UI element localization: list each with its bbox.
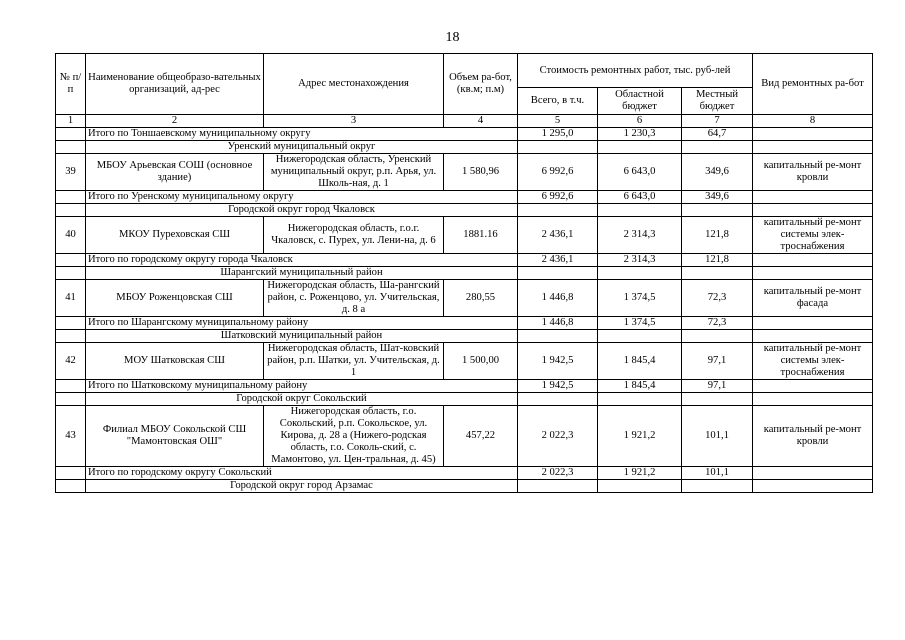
organization-address: Нижегородская область, Уренский муниципальный округ, р.п. Арья, ул. Школь-ная, д. 1 <box>264 154 444 191</box>
cost-local: 101,1 <box>682 406 753 467</box>
subtotal-row <box>56 467 873 480</box>
work-volume: 1 580,96 <box>444 154 518 191</box>
column-number: 4 <box>444 115 518 128</box>
region-label: Шарангский муниципальный район <box>86 267 518 280</box>
empty-cell <box>56 330 86 343</box>
region-label: Городской округ город Чкаловск <box>86 204 518 217</box>
cost-total: 6 992,6 <box>518 154 598 191</box>
empty-cell <box>518 393 598 406</box>
cost-local: 121,8 <box>682 217 753 254</box>
region-label: Городской округ город Арзамас <box>86 480 518 493</box>
repair-type: капитальный ре-монт системы элек-троснабжения <box>753 217 873 254</box>
empty-cell <box>518 141 598 154</box>
header-name: Наименование общеобразо-вательных организаций, ад-рес <box>86 54 264 115</box>
repair-type: капитальный ре-монт кровли <box>753 406 873 467</box>
subtotal-local: 101,1 <box>682 467 753 480</box>
region-header-row <box>56 204 873 217</box>
subtotal-regional: 1 374,5 <box>598 317 682 330</box>
subtotal-total: 2 022,3 <box>518 467 598 480</box>
organization-name: МБОУ Арьевская СОШ (основное здание) <box>86 154 264 191</box>
cost-local: 72,3 <box>682 280 753 317</box>
subtotal-row <box>56 317 873 330</box>
empty-cell <box>56 141 86 154</box>
subtotal-regional: 6 643,0 <box>598 191 682 204</box>
cost-total: 2 436,1 <box>518 217 598 254</box>
empty-cell <box>56 467 86 480</box>
empty-cell <box>753 267 873 280</box>
region-header-row <box>56 330 873 343</box>
work-volume: 1881.16 <box>444 217 518 254</box>
column-number: 7 <box>682 115 753 128</box>
subtotal-row <box>56 380 873 393</box>
empty-cell <box>56 128 86 141</box>
empty-cell <box>753 480 873 493</box>
cost-regional: 2 314,3 <box>598 217 682 254</box>
empty-cell <box>753 393 873 406</box>
work-volume: 280,55 <box>444 280 518 317</box>
row-number: 39 <box>56 154 86 191</box>
repair-type: капитальный ре-монт кровли <box>753 154 873 191</box>
empty-cell <box>56 380 86 393</box>
subtotal-total: 2 436,1 <box>518 254 598 267</box>
subtotal-label: Итого по Шарангскому муниципальному району <box>86 317 518 330</box>
empty-cell <box>682 141 753 154</box>
subtotal-total: 1 446,8 <box>518 317 598 330</box>
column-number: 6 <box>598 115 682 128</box>
empty-cell <box>598 141 682 154</box>
subtotal-regional: 1 921,2 <box>598 467 682 480</box>
organization-address: Нижегородская область, г.о.г. Чкаловск, с. Пурех, ул. Лени-на, д. 6 <box>264 217 444 254</box>
subtotal-row <box>56 191 873 204</box>
cost-regional: 6 643,0 <box>598 154 682 191</box>
cost-total: 2 022,3 <box>518 406 598 467</box>
header-local: Местный бюджет <box>682 88 753 115</box>
empty-cell <box>753 317 873 330</box>
empty-cell <box>753 141 873 154</box>
empty-cell <box>682 204 753 217</box>
empty-cell <box>598 330 682 343</box>
region-header-row <box>56 141 873 154</box>
header-no: № п/п <box>56 54 86 115</box>
subtotal-total: 1 295,0 <box>518 128 598 141</box>
table-row <box>56 217 873 254</box>
row-number: 43 <box>56 406 86 467</box>
column-number: 5 <box>518 115 598 128</box>
empty-cell <box>753 204 873 217</box>
region-label: Уренский муниципальный округ <box>86 141 518 154</box>
subtotal-row <box>56 128 873 141</box>
region-header-row <box>56 480 873 493</box>
empty-cell <box>753 128 873 141</box>
cost-regional: 1 374,5 <box>598 280 682 317</box>
work-volume: 1 500,00 <box>444 343 518 380</box>
subtotal-local: 349,6 <box>682 191 753 204</box>
repair-cost-table <box>55 53 873 493</box>
cost-local: 349,6 <box>682 154 753 191</box>
empty-cell <box>56 317 86 330</box>
header-address: Адрес местонахождения <box>264 54 444 115</box>
empty-cell <box>56 267 86 280</box>
empty-cell <box>518 204 598 217</box>
cost-total: 1 942,5 <box>518 343 598 380</box>
empty-cell <box>682 330 753 343</box>
empty-cell <box>753 380 873 393</box>
subtotal-total: 6 992,6 <box>518 191 598 204</box>
column-numbers-row <box>56 115 873 128</box>
table-row <box>56 280 873 317</box>
subtotal-local: 121,8 <box>682 254 753 267</box>
column-number: 1 <box>56 115 86 128</box>
empty-cell <box>518 330 598 343</box>
row-number: 40 <box>56 217 86 254</box>
table-body <box>56 54 873 493</box>
header-volume: Объем ра-бот, (кв.м; п.м) <box>444 54 518 115</box>
empty-cell <box>518 480 598 493</box>
column-number: 2 <box>86 115 264 128</box>
header-regional: Областной бюджет <box>598 88 682 115</box>
cost-regional: 1 921,2 <box>598 406 682 467</box>
column-number: 8 <box>753 115 873 128</box>
work-volume: 457,22 <box>444 406 518 467</box>
empty-cell <box>598 267 682 280</box>
organization-name: МБОУ Роженцовская СШ <box>86 280 264 317</box>
table-row <box>56 406 873 467</box>
subtotal-row <box>56 254 873 267</box>
subtotal-label: Итого по Тоншаевскому муниципальному округу <box>86 128 518 141</box>
cost-local: 97,1 <box>682 343 753 380</box>
empty-cell <box>753 254 873 267</box>
cost-regional: 1 845,4 <box>598 343 682 380</box>
empty-cell <box>56 204 86 217</box>
subtotal-label: Итого по городскому округу города Чкаловск <box>86 254 518 267</box>
subtotal-local: 97,1 <box>682 380 753 393</box>
empty-cell <box>598 204 682 217</box>
empty-cell <box>56 254 86 267</box>
organization-name: Филиал МБОУ Сокольской СШ "Мамонтовская ОШ" <box>86 406 264 467</box>
empty-cell <box>682 267 753 280</box>
column-number: 3 <box>264 115 444 128</box>
empty-cell <box>753 467 873 480</box>
region-header-row <box>56 267 873 280</box>
subtotal-regional: 1 845,4 <box>598 380 682 393</box>
subtotal-regional: 1 230,3 <box>598 128 682 141</box>
subtotal-total: 1 942,5 <box>518 380 598 393</box>
cost-total: 1 446,8 <box>518 280 598 317</box>
region-label: Шатковский муниципальный район <box>86 330 518 343</box>
subtotal-local: 64,7 <box>682 128 753 141</box>
repair-type: капитальный ре-монт фасада <box>753 280 873 317</box>
empty-cell <box>753 191 873 204</box>
table-row <box>56 343 873 380</box>
organization-address: Нижегородская область, Ша-рангский район, с. Роженцово, ул. Учительская, д. 8 а <box>264 280 444 317</box>
empty-cell <box>598 393 682 406</box>
empty-cell <box>598 480 682 493</box>
empty-cell <box>682 480 753 493</box>
empty-cell <box>753 330 873 343</box>
header-total: Всего, в т.ч. <box>518 88 598 115</box>
subtotal-label: Итого по Шатковскому муниципальному району <box>86 380 518 393</box>
region-label: Городской округ Сокольский <box>86 393 518 406</box>
subtotal-label: Итого по Уренскому муниципальному округу <box>86 191 518 204</box>
empty-cell <box>56 191 86 204</box>
subtotal-label: Итого по городскому округу Сокольский <box>86 467 518 480</box>
region-header-row <box>56 393 873 406</box>
organization-address: Нижегородская область, г.о. Сокольский, р.п. Сокольское, ул. Кирова, д. 28 а (Нижего-родская область, г.о. Соколь-ский, с. Мамонтово, ул. Цен-тральная, д. 45) <box>264 406 444 467</box>
table-row <box>56 154 873 191</box>
row-number: 41 <box>56 280 86 317</box>
organization-name: МОУ Шатковская СШ <box>86 343 264 380</box>
repair-type: капитальный ре-монт системы элек-троснабжения <box>753 343 873 380</box>
page-number: 18 <box>445 30 460 45</box>
header-type: Вид ремонтных ра-бот <box>753 54 873 115</box>
empty-cell <box>518 267 598 280</box>
empty-cell <box>56 480 86 493</box>
header-cost-group: Стоимость ремонтных работ, тыс. руб-лей <box>518 54 753 88</box>
subtotal-local: 72,3 <box>682 317 753 330</box>
row-number: 42 <box>56 343 86 380</box>
organization-address: Нижегородская область, Шат-ковский район, р.п. Шатки, ул. Учительская, д. 1 <box>264 343 444 380</box>
empty-cell <box>682 393 753 406</box>
empty-cell <box>56 393 86 406</box>
subtotal-regional: 2 314,3 <box>598 254 682 267</box>
organization-name: МКОУ Пуреховская СШ <box>86 217 264 254</box>
